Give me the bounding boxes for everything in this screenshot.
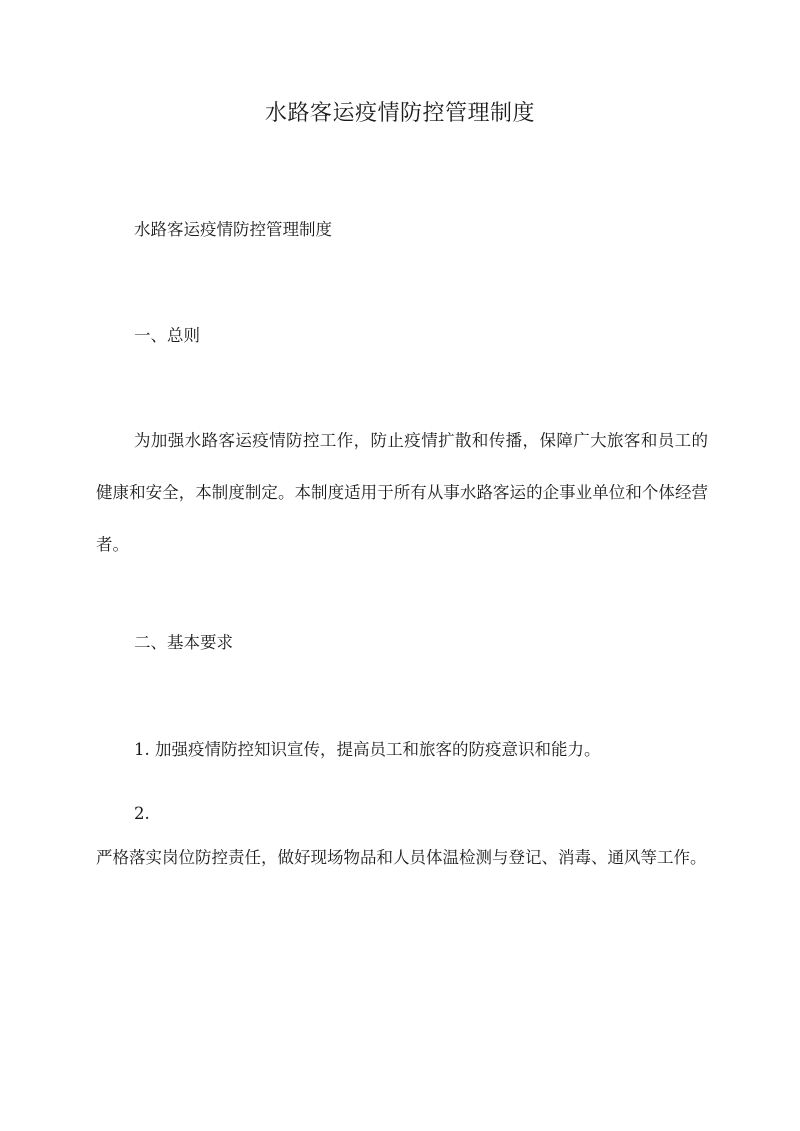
section-heading-basic-requirements: 二、基本要求 xyxy=(134,633,233,652)
document-subtitle: 水路客运疫情防控管理制度 xyxy=(134,220,332,239)
requirement-item-2-text: 严格落实岗位防控责任，做好现场物品和人员体温检测与登记、消毒、通风等工作。 xyxy=(96,848,707,867)
requirement-item-2-number: 2. xyxy=(134,804,150,823)
section-heading-general: 一、总则 xyxy=(134,326,200,345)
document-title: 水路客运疫情防控管理制度 xyxy=(264,101,535,126)
section-paragraph-general: 为加强水路客运疫情防控工作，防止疫情扩散和传播，保障广大旅客和员工的健康和安全，本制度制定。本制度适用于所有从事水路客运的企事业单位和个体经营者。 xyxy=(96,431,708,554)
requirement-item-1: 1. 加强疫情防控知识宣传，提高员工和旅客的防疫意识和能力。 xyxy=(134,740,601,759)
